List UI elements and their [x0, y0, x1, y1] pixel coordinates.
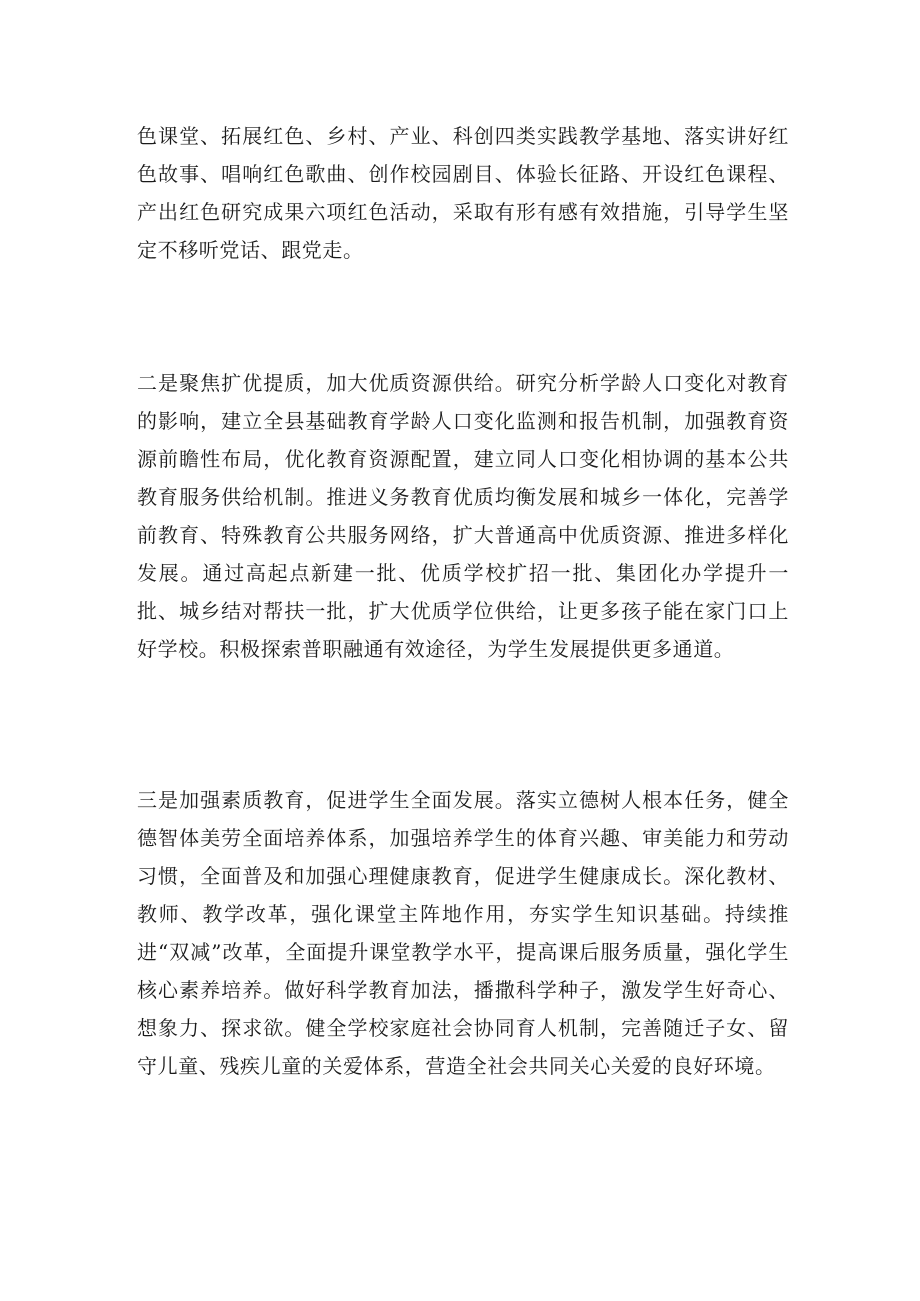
paragraph-quality-education: 三是加强素质教育，促进学生全面发展。落实立德树人根本任务，健全德智体美劳全面培养体系，加强培养学生的体育兴趣、审美能力和劳动习惯，全面普及和加强心理健康教育，促进学生健康成长。深化教材、教师、教学改革，强化课堂主阵地作用，夯实学生知识基础。持续推进“双减”改革，全面提升课堂教学水平，提高课后服务质量，强化学生核心素养培养。做好科学教育加法，播撒科学种子，激发学生好奇心、想象力、探求欲。健全学校家庭社会协同育人机制，完善随迁子女、留守儿童、残疾儿童的关爱体系，营造全社会共同关心关爱的良好环境。 — [137, 788, 789, 1078]
paragraph-quality-resource-supply: 二是聚焦扩优提质，加大优质资源供给。研究分析学龄人口变化对教育的影响，建立全县基础教育学龄人口变化监测和报告机制，加强教育资源前瞻性布局，优化教育资源配置，建立同人口变化相协调的基本公共教育服务供给机制。推进义务教育优质均衡发展和城乡一体化，完善学前教育、特殊教育公共服务网络，扩大普通高中优质资源、推进多样化发展。通过高起点新建一批、优质学校扩招一批、集团化办学提升一批、城乡结对帮扶一批，扩大优质学位供给，让更多孩子能在家门口上好学校。积极探索普职融通有效途径，为学生发展提供更多通道。 — [137, 371, 789, 661]
paragraph-red-education-activities: 色课堂、拓展红色、乡村、产业、科创四类实践教学基地、落实讲好红色故事、唱响红色歌曲、创作校园剧目、体验长征路、开设红色课程、产出红色研究成果六项红色活动，采取有形有感有效措施，引导学生坚定不移听党话、跟党走。 — [137, 124, 789, 262]
